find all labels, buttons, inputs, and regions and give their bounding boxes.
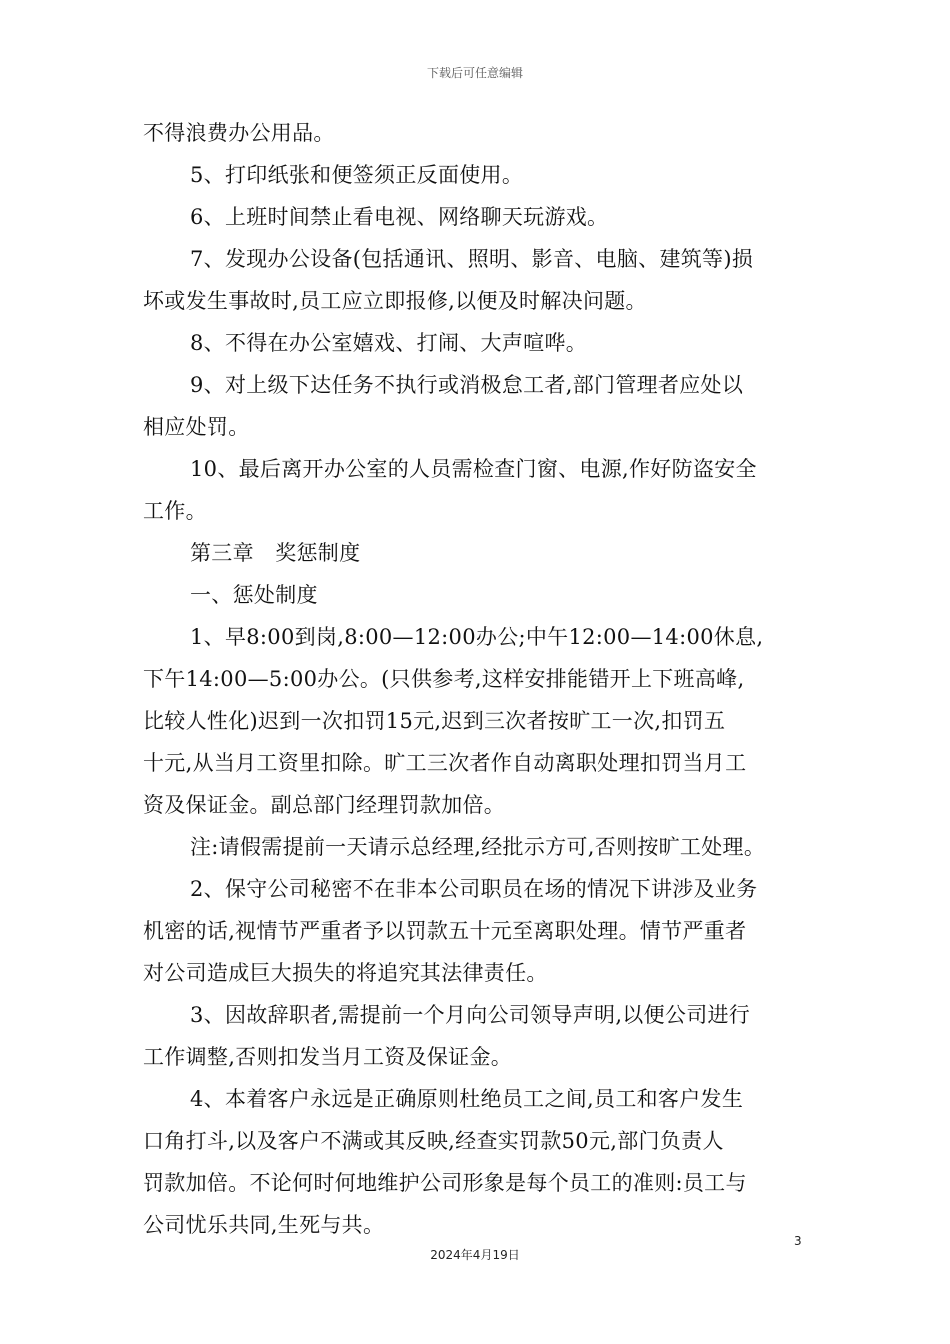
- text-line: 十元,从当月工资里扣除。旷工三次者作自动离职处理扣罚当月工: [143, 751, 747, 775]
- text-line: 工作。: [143, 499, 207, 523]
- page-number: 3: [794, 1234, 802, 1248]
- text-line: 1、早8:00到岗,8:00—12:00办公;中午12:00—14:00休息,: [190, 625, 764, 649]
- text-line: 6、上班时间禁止看电视、网络聊天玩游戏。: [190, 205, 609, 229]
- footer-date: 2024年4月19日: [430, 1248, 520, 1262]
- page-header: 下载后可任意编辑: [426, 66, 523, 80]
- text-line: 机密的话,视情节严重者予以罚款五十元至离职处理。情节严重者: [143, 919, 747, 943]
- text-line: 4、本着客户永远是正确原则杜绝员工之间,员工和客户发生: [190, 1087, 744, 1111]
- text-line: 7、发现办公设备(包括通讯、照明、影音、电脑、建筑等)损: [190, 247, 754, 271]
- text-line: 10、最后离开办公室的人员需检查门窗、电源,作好防盗安全: [190, 457, 757, 481]
- text-line: 8、不得在办公室嬉戏、打闹、大声喧哗。: [190, 331, 588, 355]
- text-line: 下午14:00—5:00办公。(只供参考,这样安排能错开上下班高峰,: [143, 667, 745, 691]
- text-line: 资及保证金。副总部门经理罚款加倍。: [143, 793, 506, 817]
- text-line: 工作调整,否则扣发当月工资及保证金。: [143, 1045, 513, 1069]
- note-line: 注:请假需提前一天请示总经理,经批示方可,否则按旷工处理。: [190, 835, 766, 859]
- chapter-heading: 第三章 奖惩制度: [190, 541, 361, 565]
- text-line: 不得浪费办公用品。: [143, 121, 335, 145]
- section-heading: 一、惩处制度: [190, 583, 318, 607]
- text-line: 坏或发生事故时,员工应立即报修,以便及时解决问题。: [143, 289, 647, 313]
- text-line: 公司忧乐共同,生死与共。: [143, 1213, 385, 1237]
- document-body: [143, 112, 811, 1246]
- text-line: 罚款加倍。不论何时何地维护公司形象是每个员工的准则:员工与: [143, 1171, 747, 1195]
- text-line: 3、因故辞职者,需提前一个月向公司领导声明,以便公司进行: [190, 1003, 751, 1027]
- text-line: 对公司造成巨大损失的将追究其法律责任。: [143, 961, 548, 985]
- text-line: 口角打斗,以及客户不满或其反映,经查实罚款50元,部门负责人: [143, 1129, 724, 1153]
- text-line: 2、保守公司秘密不在非本公司职员在场的情况下讲涉及业务: [190, 877, 758, 901]
- text-line: 9、对上级下达任务不执行或消极怠工者,部门管理者应处以: [190, 373, 744, 397]
- text-line: 5、打印纸张和便签须正反面使用。: [190, 163, 524, 187]
- text-line: 比较人性化)迟到一次扣罚15元,迟到三次者按旷工一次,扣罚五: [143, 709, 726, 733]
- text-line: 相应处罚。: [143, 415, 250, 439]
